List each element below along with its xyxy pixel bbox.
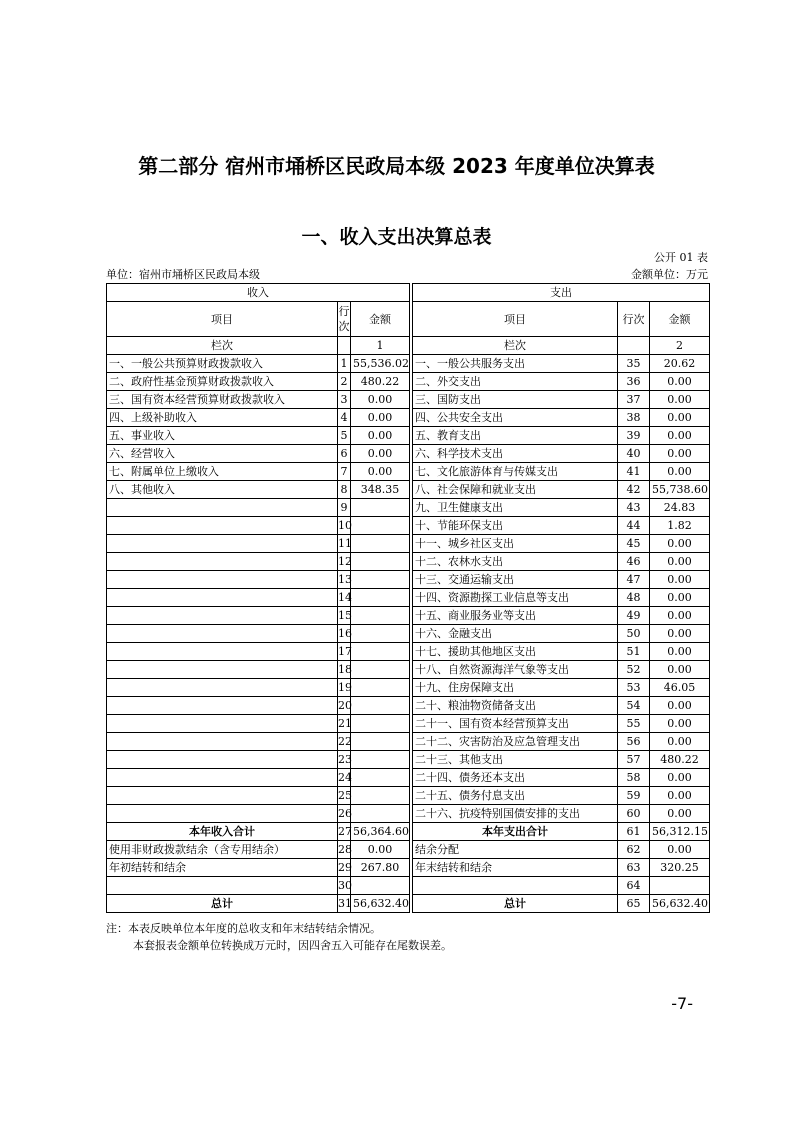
expense-row-no: 36: [618, 373, 650, 391]
income-row-no: 9: [338, 499, 351, 517]
expense-amount: 56,312.15: [650, 823, 710, 841]
expense-row-no: 37: [618, 391, 650, 409]
expense-item: 三、国防支出: [413, 391, 618, 409]
expense-amount: [650, 877, 710, 895]
expense-item: 十二、农林水支出: [413, 553, 618, 571]
expense-item: 四、公共安全支出: [413, 409, 618, 427]
expense-item: 九、卫生健康支出: [413, 499, 618, 517]
income-item: 三、国有资本经营预算财政拨款收入: [107, 391, 338, 409]
income-item: [107, 499, 338, 517]
table-row: [107, 733, 710, 751]
expense-item: 十三、交通运输支出: [413, 571, 618, 589]
income-item: [107, 607, 338, 625]
income-row-no: 25: [338, 787, 351, 805]
income-row-no: 4: [338, 409, 351, 427]
expense-row-no: 58: [618, 769, 650, 787]
expense-amount: 480.22: [650, 751, 710, 769]
income-item: 二、政府性基金预算财政拨款收入: [107, 373, 338, 391]
table-row: [107, 553, 710, 571]
expense-row-no: 60: [618, 805, 650, 823]
expense-row-no: 57: [618, 751, 650, 769]
income-amount: [351, 769, 410, 787]
income-row-no: 19: [338, 679, 351, 697]
expense-row-no-header: 行次: [618, 302, 650, 337]
table-row: [107, 355, 710, 373]
table-row: [107, 841, 710, 859]
income-row-no: 31: [338, 895, 351, 913]
income-amount: [351, 697, 410, 715]
income-expense-table: [106, 283, 710, 913]
expense-row-no: 42: [618, 481, 650, 499]
income-row-no: 27: [338, 823, 351, 841]
income-amount: [351, 553, 410, 571]
income-item: [107, 571, 338, 589]
table-row: [107, 499, 710, 517]
table-title: 一、收入支出决算总表: [301, 226, 492, 248]
income-row-no: 29: [338, 859, 351, 877]
expense-amount: 0.00: [650, 553, 710, 571]
expense-row-no: 51: [618, 643, 650, 661]
income-item: 六、经营收入: [107, 445, 338, 463]
expense-amount: 24.83: [650, 499, 710, 517]
income-item: [107, 517, 338, 535]
expense-amount: 0.00: [650, 373, 710, 391]
expense-item: 二十、粮油物资储备支出: [413, 697, 618, 715]
expense-item: 结余分配: [413, 841, 618, 859]
income-row-no: 17: [338, 643, 351, 661]
table-row: [107, 661, 710, 679]
table-row: [107, 571, 710, 589]
income-row-no: 23: [338, 751, 351, 769]
income-row-no-header: 行次: [338, 302, 351, 337]
income-row-no: 28: [338, 841, 351, 859]
income-item: [107, 643, 338, 661]
table-row: [107, 859, 710, 877]
income-amount: [351, 751, 410, 769]
income-amount: [351, 607, 410, 625]
income-amount: 0.00: [351, 445, 410, 463]
expense-item: 八、社会保障和就业支出: [413, 481, 618, 499]
income-amount: [351, 643, 410, 661]
income-row-no: 6: [338, 445, 351, 463]
table-row: [107, 409, 710, 427]
expense-item: 二十一、国有资本经营预算支出: [413, 715, 618, 733]
table-row: [107, 643, 710, 661]
income-row-no: 26: [338, 805, 351, 823]
expense-amount: 0.00: [650, 841, 710, 859]
income-row-no: 22: [338, 733, 351, 751]
income-amount: [351, 661, 410, 679]
expense-row-no: 40: [618, 445, 650, 463]
income-item: 使用非财政拨款结余（含专用结余）: [107, 841, 338, 859]
expense-amount: 0.00: [650, 787, 710, 805]
page-number: -7-: [671, 994, 693, 1013]
income-amount: [351, 877, 410, 895]
expense-item: 二十四、债务还本支出: [413, 769, 618, 787]
income-row-no: 3: [338, 391, 351, 409]
expense-row-no: 52: [618, 661, 650, 679]
income-item: [107, 787, 338, 805]
income-item: 总计: [107, 895, 338, 913]
expense-amount: 1.82: [650, 517, 710, 535]
income-row-no: 16: [338, 625, 351, 643]
expense-amount: 0.00: [650, 805, 710, 823]
income-col-number: 1: [351, 337, 410, 355]
income-amount: [351, 733, 410, 751]
table-row: [107, 877, 710, 895]
income-row-no: 12: [338, 553, 351, 571]
income-item: 本年收入合计: [107, 823, 338, 841]
income-amount: 0.00: [351, 391, 410, 409]
expense-amount: 0.00: [650, 661, 710, 679]
expense-item: 六、科学技术支出: [413, 445, 618, 463]
note-line-1: 注：本表反映单位本年度的总收支和年末结转结余情况。: [106, 922, 381, 935]
total-row: [107, 895, 710, 913]
expense-row-no: 35: [618, 355, 650, 373]
reporting-unit: 单位：宿州市埇桥区民政局本级: [106, 268, 260, 281]
expense-row-no: 47: [618, 571, 650, 589]
income-item: [107, 697, 338, 715]
income-amount: 0.00: [351, 409, 410, 427]
income-amount: [351, 805, 410, 823]
table-row: [107, 751, 710, 769]
table-row: [107, 607, 710, 625]
expense-amount: 0.00: [650, 409, 710, 427]
income-amount: [351, 787, 410, 805]
income-amount: [351, 571, 410, 589]
expense-row-no: 50: [618, 625, 650, 643]
column-order-row: [107, 337, 710, 355]
income-amount: [351, 715, 410, 733]
expense-row-no: 46: [618, 553, 650, 571]
expense-item: 十九、住房保障支出: [413, 679, 618, 697]
income-amount: 480.22: [351, 373, 410, 391]
expense-amount: 0.00: [650, 715, 710, 733]
table-row: [107, 589, 710, 607]
expense-column-order: 栏次: [413, 337, 618, 355]
table-row: [107, 805, 710, 823]
expense-row-no: 43: [618, 499, 650, 517]
income-row-no: 30: [338, 877, 351, 895]
income-section-header: 收入: [107, 284, 410, 302]
expense-item: 十四、资源勘探工业信息等支出: [413, 589, 618, 607]
table-row: [107, 481, 710, 499]
expense-item: 十六、金融支出: [413, 625, 618, 643]
income-item: 五、事业收入: [107, 427, 338, 445]
expense-amount: 55,738.60: [650, 481, 710, 499]
expense-item: 七、文化旅游体育与传媒支出: [413, 463, 618, 481]
expense-amount: 0.00: [650, 463, 710, 481]
income-item: [107, 805, 338, 823]
expense-row-no: 49: [618, 607, 650, 625]
income-item: [107, 535, 338, 553]
income-item: 八、其他收入: [107, 481, 338, 499]
expense-amount: 0.00: [650, 391, 710, 409]
expense-item: 本年支出合计: [413, 823, 618, 841]
income-row-no: 7: [338, 463, 351, 481]
expense-amount: 0.00: [650, 589, 710, 607]
income-row-no: 10: [338, 517, 351, 535]
income-row-no: 11: [338, 535, 351, 553]
expense-amount: 0.00: [650, 535, 710, 553]
expense-item: 二十五、债务付息支出: [413, 787, 618, 805]
expense-amount: 0.00: [650, 571, 710, 589]
expense-amount: 56,632.40: [650, 895, 710, 913]
income-item: 七、附属单位上缴收入: [107, 463, 338, 481]
expense-row-no: 39: [618, 427, 650, 445]
expense-item: 二十二、灾害防治及应急管理支出: [413, 733, 618, 751]
income-item: [107, 733, 338, 751]
income-amount: 0.00: [351, 427, 410, 445]
income-item: [107, 769, 338, 787]
income-item: [107, 679, 338, 697]
expense-row-no: 44: [618, 517, 650, 535]
income-amount: 56,632.40: [351, 895, 410, 913]
income-item: [107, 715, 338, 733]
income-amount-header: 金额: [351, 302, 410, 337]
income-row-no: 21: [338, 715, 351, 733]
expense-item: 年末结转和结余: [413, 859, 618, 877]
expense-amount: 20.62: [650, 355, 710, 373]
expense-item-header: 项目: [413, 302, 618, 337]
expense-item: 一、一般公共服务支出: [413, 355, 618, 373]
expense-item: 十五、商业服务业等支出: [413, 607, 618, 625]
subtotal-row: [107, 823, 710, 841]
expense-col-number: 2: [650, 337, 710, 355]
income-item-header: 项目: [107, 302, 338, 337]
expense-item: 十一、城乡社区支出: [413, 535, 618, 553]
table-row: [107, 697, 710, 715]
table-row: [107, 391, 710, 409]
income-amount: [351, 589, 410, 607]
section-header-row: [107, 284, 710, 302]
expense-row-no: 62: [618, 841, 650, 859]
income-item: 四、上级补助收入: [107, 409, 338, 427]
income-amount: [351, 499, 410, 517]
expense-row-no: 45: [618, 535, 650, 553]
table-row: [107, 535, 710, 553]
expense-item: [413, 877, 618, 895]
expense-amount: 0.00: [650, 733, 710, 751]
income-item: 一、一般公共预算财政拨款收入: [107, 355, 338, 373]
income-row-no: 5: [338, 427, 351, 445]
table-row: [107, 445, 710, 463]
expense-amount: 0.00: [650, 625, 710, 643]
income-amount: 0.00: [351, 841, 410, 859]
expense-row-no: 48: [618, 589, 650, 607]
table-row: [107, 715, 710, 733]
expense-row-no: 65: [618, 895, 650, 913]
income-row-no: 13: [338, 571, 351, 589]
table-row: [107, 373, 710, 391]
income-column-order: 栏次: [107, 337, 338, 355]
expense-item: 五、教育支出: [413, 427, 618, 445]
table-row: [107, 427, 710, 445]
income-row-no: 24: [338, 769, 351, 787]
expense-row-no: 54: [618, 697, 650, 715]
income-amount: 56,364.60: [351, 823, 410, 841]
income-item: [107, 625, 338, 643]
expense-row-no: 64: [618, 877, 650, 895]
expense-item: 总计: [413, 895, 618, 913]
expense-row-no: 61: [618, 823, 650, 841]
income-row-no: 15: [338, 607, 351, 625]
expense-row-no: 59: [618, 787, 650, 805]
income-amount: [351, 517, 410, 535]
table-row: [107, 679, 710, 697]
income-amount: [351, 679, 410, 697]
income-amount: [351, 625, 410, 643]
expense-section-header: 支出: [413, 284, 710, 302]
expense-item: 十八、自然资源海洋气象等支出: [413, 661, 618, 679]
income-row-no: 8: [338, 481, 351, 499]
expense-row-no: 41: [618, 463, 650, 481]
expense-row-no: 38: [618, 409, 650, 427]
income-amount: [351, 535, 410, 553]
expense-amount: 0.00: [650, 697, 710, 715]
income-item: [107, 877, 338, 895]
expense-amount-header: 金额: [650, 302, 710, 337]
income-amount: 348.35: [351, 481, 410, 499]
expense-amount: 320.25: [650, 859, 710, 877]
table-row: [107, 463, 710, 481]
money-unit: 金额单位：万元: [631, 268, 708, 281]
income-amount: 0.00: [351, 463, 410, 481]
expense-amount: 0.00: [650, 607, 710, 625]
document-title: 第二部分 宿州市埇桥区民政局本级 2023 年度单位决算表: [138, 154, 655, 178]
expense-row-no: 56: [618, 733, 650, 751]
income-amount: 267.80: [351, 859, 410, 877]
expense-item: 十七、援助其他地区支出: [413, 643, 618, 661]
table-row: [107, 769, 710, 787]
income-row-no: 18: [338, 661, 351, 679]
income-item: [107, 589, 338, 607]
income-item: [107, 661, 338, 679]
expense-amount: 46.05: [650, 679, 710, 697]
expense-row-no: 63: [618, 859, 650, 877]
table-notes: [106, 920, 452, 954]
income-item: [107, 553, 338, 571]
income-row-no: 14: [338, 589, 351, 607]
expense-amount: 0.00: [650, 769, 710, 787]
income-row-no: 20: [338, 697, 351, 715]
table-row: [107, 787, 710, 805]
income-row-no: 2: [338, 373, 351, 391]
table-row: [107, 517, 710, 535]
expense-amount: 0.00: [650, 445, 710, 463]
expense-amount: 0.00: [650, 427, 710, 445]
expense-item: 二、外交支出: [413, 373, 618, 391]
expense-item: 二十六、抗疫特别国债安排的支出: [413, 805, 618, 823]
expense-item: 十、节能环保支出: [413, 517, 618, 535]
expense-row-no: 55: [618, 715, 650, 733]
income-item: [107, 751, 338, 769]
column-header-row: [107, 302, 710, 337]
expense-row-no: 53: [618, 679, 650, 697]
form-code: 公开 01 表: [654, 251, 708, 264]
income-item: 年初结转和结余: [107, 859, 338, 877]
expense-item: 二十三、其他支出: [413, 751, 618, 769]
expense-amount: 0.00: [650, 643, 710, 661]
table-row: [107, 625, 710, 643]
income-row-no: 1: [338, 355, 351, 373]
note-line-2: 本套报表金额单位转换成万元时，因四舍五入可能存在尾数误差。: [133, 939, 452, 952]
income-amount: 55,536.02: [351, 355, 410, 373]
